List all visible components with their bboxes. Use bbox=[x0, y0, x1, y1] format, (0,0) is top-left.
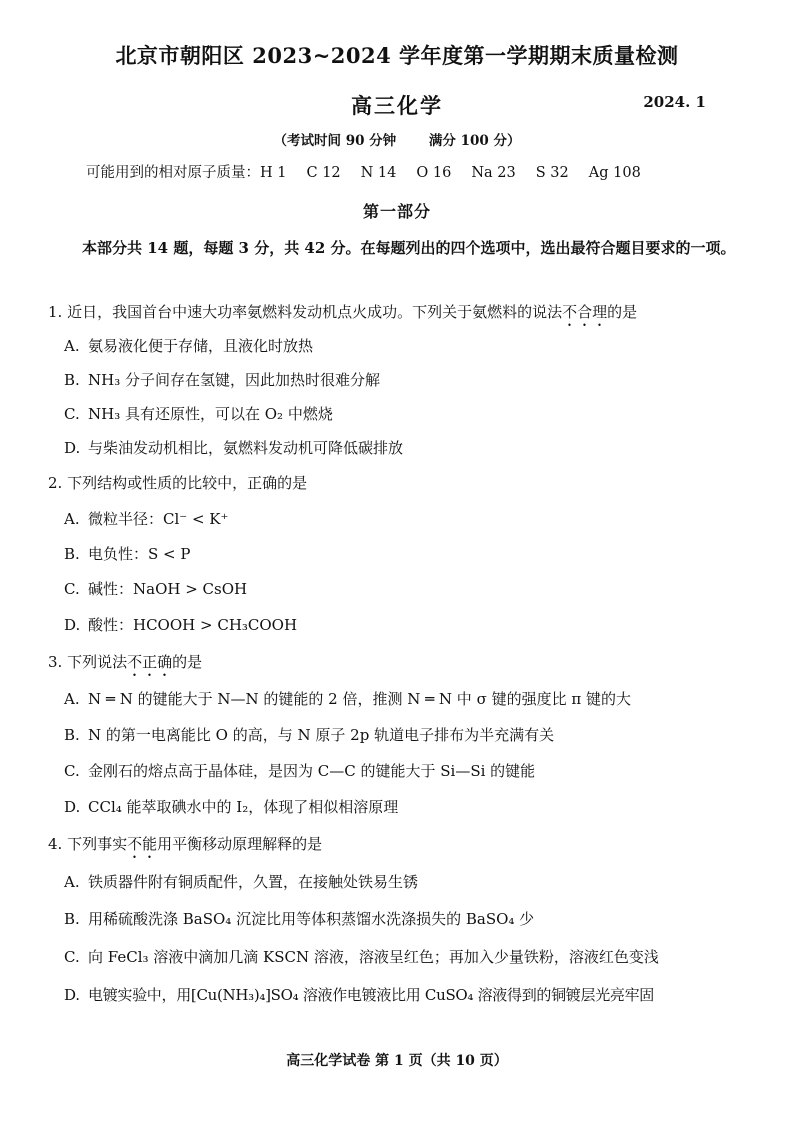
question-text: 4. 下列事实 bbox=[48, 835, 128, 853]
option-label: D. bbox=[64, 986, 80, 1004]
question-2-option-d bbox=[64, 614, 754, 635]
question-4-option-d bbox=[64, 984, 754, 1005]
option-label: D. bbox=[64, 798, 81, 816]
question-3 bbox=[48, 651, 748, 680]
atomic-mass-item: O 16 bbox=[416, 165, 452, 181]
option-text: 铁质器件附有铜质配件，久置，在接触处铁易生锈 bbox=[88, 873, 419, 891]
atomic-masses-label: 可能用到的相对原子质量： bbox=[86, 165, 260, 181]
option-label: B. bbox=[64, 910, 80, 928]
option-text: 酸性：HCOOH > CH₃COOH bbox=[88, 616, 298, 634]
option-label: D. bbox=[64, 616, 81, 634]
option-text: 用稀硫酸洗涤 BaSO₄ 沉淀比用等体积蒸馏水洗涤损失的 BaSO₄ 少 bbox=[88, 910, 535, 928]
option-label: A. bbox=[64, 690, 80, 708]
option-text: NH₃ 分子间存在氢键，因此加热时很难分解 bbox=[88, 371, 380, 389]
atomic-masses bbox=[86, 161, 661, 182]
option-text: 氨易液化便于存储，且液化时放热 bbox=[88, 337, 314, 355]
option-label: C. bbox=[64, 580, 80, 598]
question-1-option-d bbox=[64, 437, 754, 458]
question-emphasis: 不正确 bbox=[127, 653, 173, 671]
option-label: C. bbox=[64, 405, 80, 423]
atomic-mass-item: C 12 bbox=[306, 165, 341, 181]
exam-subject: 高三化学 bbox=[351, 93, 443, 118]
option-text: 向 FeCl₃ 溶液中滴加几滴 KSCN 溶液，溶液呈红色；再加入少量铁粉，溶液红色变浅 bbox=[88, 948, 659, 966]
question-text: 2. 下列结构或性质的比较中，正确的是 bbox=[48, 474, 308, 492]
question-1 bbox=[48, 301, 748, 330]
option-label: C. bbox=[64, 762, 80, 780]
question-text: 3. 下列说法 bbox=[48, 653, 128, 671]
option-label: A. bbox=[64, 873, 80, 891]
question-3-option-a bbox=[64, 688, 754, 709]
option-text: N 的第一电离能比 O 的高，与 N 原子 2p 轨道电子排布为半充满有关 bbox=[88, 726, 555, 744]
option-text: 电负性：S < P bbox=[88, 545, 191, 563]
question-emphasis: 不能 bbox=[127, 835, 158, 853]
option-label: B. bbox=[64, 726, 80, 744]
option-label: C. bbox=[64, 948, 80, 966]
atomic-mass-item: S 32 bbox=[535, 165, 569, 181]
question-1-option-a bbox=[64, 335, 754, 356]
atomic-mass-item: Na 23 bbox=[471, 165, 516, 181]
question-text-end: 用平衡移动原理解释的是 bbox=[157, 835, 323, 853]
question-text-end: 的是 bbox=[607, 303, 638, 321]
question-2-option-c bbox=[64, 578, 754, 599]
question-2-option-a bbox=[64, 508, 754, 529]
question-3-option-d bbox=[64, 796, 754, 817]
option-label: A. bbox=[64, 337, 80, 355]
option-text: NH₃ 具有还原性，可以在 O₂ 中燃烧 bbox=[88, 405, 333, 423]
exam-info bbox=[0, 129, 794, 149]
question-4-option-a bbox=[64, 871, 754, 892]
option-text: 金刚石的熔点高于晶体硅，是因为 C—C 的键能大于 Si—Si 的键能 bbox=[88, 762, 536, 780]
question-4-option-c bbox=[64, 946, 754, 967]
option-text: 碱性：NaOH > CsOH bbox=[88, 580, 248, 598]
question-3-option-b bbox=[64, 724, 754, 745]
option-label: B. bbox=[64, 371, 80, 389]
question-1-option-b bbox=[64, 369, 754, 390]
option-text: CCl₄ 能萃取碘水中的 I₂，体现了相似相溶原理 bbox=[88, 798, 399, 816]
option-text: 微粒半径：Cl⁻ < K⁺ bbox=[88, 510, 229, 528]
question-4-option-b bbox=[64, 908, 754, 929]
atomic-mass-item: N 14 bbox=[360, 165, 397, 181]
atomic-mass-item: Ag 108 bbox=[588, 165, 641, 181]
question-text: 1. 近日，我国首台中速大功率氨燃料发动机点火成功。下列关于氨燃料的说法 bbox=[48, 303, 563, 321]
question-4 bbox=[48, 833, 748, 862]
question-2 bbox=[48, 472, 748, 493]
exam-time: （考试时间 90 分钟 bbox=[273, 133, 397, 149]
section-title: 第一部分 bbox=[362, 202, 431, 221]
option-label: A. bbox=[64, 510, 80, 528]
question-2-option-b bbox=[64, 543, 754, 564]
page-footer: 高三化学试卷 第 1 页（共 10 页） bbox=[286, 1053, 508, 1069]
option-text: N ═ N 的键能大于 N—N 的键能的 2 倍，推测 N ═ N 中 σ 键的强度比 π 键的大 bbox=[88, 690, 631, 708]
question-emphasis: 不合理 bbox=[562, 303, 608, 321]
section-instructions: 本部分共 14 题，每题 3 分，共 42 分。在每题列出的四个选项中，选出最符合题目要求的一项。 bbox=[82, 239, 736, 257]
question-1-option-c bbox=[64, 403, 754, 424]
full-score: 满分 100 分） bbox=[428, 133, 521, 149]
exam-date: 2024. 1 bbox=[643, 93, 706, 111]
atomic-mass-item: H 1 bbox=[260, 165, 287, 181]
question-text-end: 的是 bbox=[172, 653, 203, 671]
option-label: B. bbox=[64, 545, 80, 563]
question-3-option-c bbox=[64, 760, 754, 781]
exam-title: 北京市朝阳区 2023~2024 学年度第一学期期末质量检测 bbox=[115, 43, 679, 68]
option-text: 与柴油发动机相比，氨燃料发动机可降低碳排放 bbox=[88, 439, 404, 457]
option-text: 电镀实验中，用[Cu(NH₃)₄]SO₄ 溶液作电镀液比用 CuSO₄ 溶液得到的铜镀层光亮牢固 bbox=[88, 986, 654, 1004]
option-label: D. bbox=[64, 439, 81, 457]
